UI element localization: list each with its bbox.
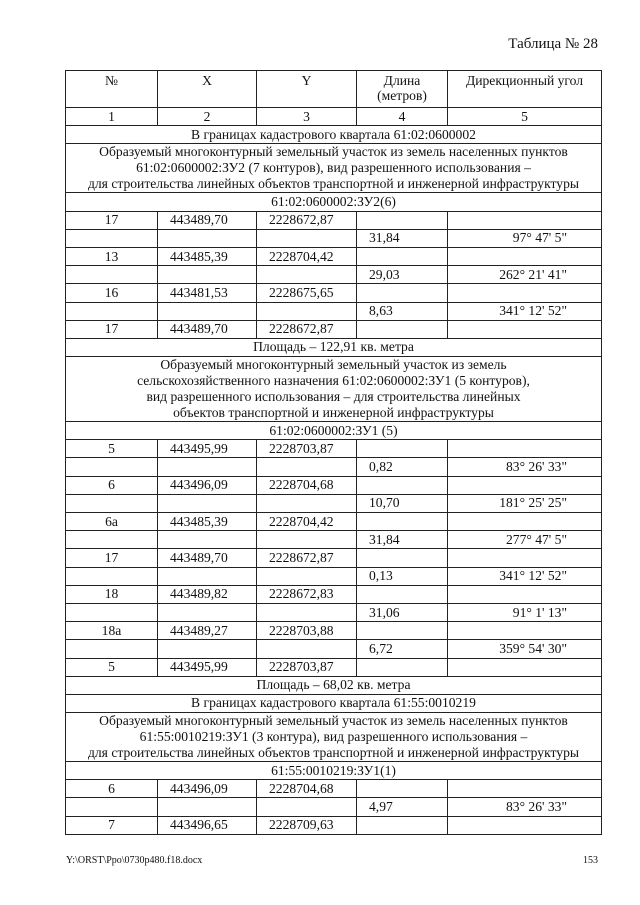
section-heading: 61:55:0010219:ЗУ1(1) xyxy=(66,762,602,780)
section-heading-row xyxy=(66,676,602,694)
empty-cell xyxy=(448,585,602,603)
segment-angle: 341° 12' 52" xyxy=(448,567,602,585)
point-number: 17 xyxy=(66,211,158,229)
empty-cell xyxy=(66,494,158,512)
segment-angle: 359° 54' 30" xyxy=(448,640,602,658)
empty-cell xyxy=(357,780,448,798)
point-x: 443485,39 xyxy=(158,513,257,531)
segment-row xyxy=(66,567,602,585)
point-y: 2228672,87 xyxy=(257,320,357,338)
column-number: 3 xyxy=(257,108,357,126)
empty-cell xyxy=(448,440,602,458)
empty-cell xyxy=(158,640,257,658)
empty-cell xyxy=(66,458,158,476)
empty-cell xyxy=(66,266,158,284)
point-row xyxy=(66,513,602,531)
point-y: 2228704,42 xyxy=(257,513,357,531)
section-heading-row xyxy=(66,713,602,762)
point-row xyxy=(66,780,602,798)
segment-length: 31,84 xyxy=(357,531,448,549)
point-row xyxy=(66,440,602,458)
point-number: 7 xyxy=(66,816,158,834)
point-row xyxy=(66,211,602,229)
coordinates-table xyxy=(65,70,602,835)
segment-length: 10,70 xyxy=(357,494,448,512)
segment-row xyxy=(66,603,602,621)
section-heading: В границах кадастрового квартала 61:55:0010219 xyxy=(66,694,602,712)
empty-cell xyxy=(66,531,158,549)
empty-cell xyxy=(66,567,158,585)
point-row xyxy=(66,320,602,338)
empty-cell xyxy=(357,816,448,834)
section-heading: Образуемый многоконтурный земельный участок из земель сельскохозяйственного назначения 61:02:0600002:ЗУ1 (5 контуров), вид разрешенного использования – для строительства линейных объектов транспортной и инженерной инфраструктуры xyxy=(66,357,602,422)
empty-cell xyxy=(448,320,602,338)
segment-angle: 341° 12' 52" xyxy=(448,302,602,320)
empty-cell xyxy=(158,229,257,247)
empty-cell xyxy=(357,513,448,531)
empty-cell xyxy=(448,622,602,640)
header-y: Y xyxy=(257,71,357,108)
column-number-row xyxy=(66,108,602,126)
point-y: 2228704,42 xyxy=(257,247,357,265)
point-number: 16 xyxy=(66,284,158,302)
point-x: 443496,09 xyxy=(158,780,257,798)
section-heading: Образуемый многоконтурный земельный участок из земель населенных пунктов 61:55:0010219:ЗУ1 (3 контура), вид разрешенного использования – для строительства линейных объектов транспортной и инженерной инфраструктуры xyxy=(66,713,602,762)
point-row xyxy=(66,549,602,567)
header-angle: Дирекционный угол xyxy=(448,71,602,108)
segment-length: 0,82 xyxy=(357,458,448,476)
segment-length: 4,97 xyxy=(357,798,448,816)
section-heading-row xyxy=(66,357,602,422)
empty-cell xyxy=(448,549,602,567)
point-x: 443481,53 xyxy=(158,284,257,302)
empty-cell xyxy=(448,780,602,798)
empty-cell xyxy=(257,229,357,247)
empty-cell xyxy=(257,603,357,621)
section-heading-row xyxy=(66,144,602,193)
empty-cell xyxy=(158,266,257,284)
point-y: 2228672,83 xyxy=(257,585,357,603)
header-number: № xyxy=(66,71,158,108)
point-x: 443495,99 xyxy=(158,440,257,458)
point-number: 17 xyxy=(66,320,158,338)
point-number: 6 xyxy=(66,780,158,798)
footer-file-path: Y:\ORST\Ppo\0730p480.f18.docx xyxy=(66,855,203,866)
column-number: 5 xyxy=(448,108,602,126)
section-heading: Образуемый многоконтурный земельный участок из земель населенных пунктов 61:02:0600002:ЗУ2 (7 контуров), вид разрешенного использования – для строительства линейных объектов транспортной и инженерной инфраструктуры xyxy=(66,144,602,193)
empty-cell xyxy=(257,494,357,512)
segment-length: 8,63 xyxy=(357,302,448,320)
header-row xyxy=(66,71,602,108)
empty-cell xyxy=(66,603,158,621)
point-x: 443485,39 xyxy=(158,247,257,265)
point-y: 2228672,87 xyxy=(257,549,357,567)
point-number: 5 xyxy=(66,440,158,458)
empty-cell xyxy=(448,247,602,265)
empty-cell xyxy=(158,567,257,585)
empty-cell xyxy=(357,211,448,229)
column-number: 4 xyxy=(357,108,448,126)
segment-length: 31,84 xyxy=(357,229,448,247)
empty-cell xyxy=(357,585,448,603)
point-number: 6 xyxy=(66,476,158,494)
empty-cell xyxy=(257,302,357,320)
segment-angle: 97° 47' 5" xyxy=(448,229,602,247)
empty-cell xyxy=(257,458,357,476)
empty-cell xyxy=(357,476,448,494)
empty-cell xyxy=(158,531,257,549)
segment-row xyxy=(66,302,602,320)
empty-cell xyxy=(357,622,448,640)
segment-row xyxy=(66,494,602,512)
point-row xyxy=(66,816,602,834)
point-row xyxy=(66,476,602,494)
header-x: X xyxy=(158,71,257,108)
empty-cell xyxy=(448,284,602,302)
point-row xyxy=(66,247,602,265)
point-row xyxy=(66,585,602,603)
point-number: 6а xyxy=(66,513,158,531)
empty-cell xyxy=(357,284,448,302)
section-heading: В границах кадастрового квартала 61:02:0600002 xyxy=(66,126,602,144)
empty-cell xyxy=(357,320,448,338)
segment-row xyxy=(66,531,602,549)
segment-length: 31,06 xyxy=(357,603,448,621)
point-x: 443489,70 xyxy=(158,320,257,338)
segment-length: 6,72 xyxy=(357,640,448,658)
empty-cell xyxy=(357,440,448,458)
section-heading-row xyxy=(66,422,602,440)
empty-cell xyxy=(66,229,158,247)
point-x: 443489,70 xyxy=(158,211,257,229)
empty-cell xyxy=(158,603,257,621)
point-row xyxy=(66,658,602,676)
point-x: 443496,09 xyxy=(158,476,257,494)
point-y: 2228704,68 xyxy=(257,476,357,494)
segment-row xyxy=(66,266,602,284)
empty-cell xyxy=(158,494,257,512)
point-row xyxy=(66,284,602,302)
segment-length: 0,13 xyxy=(357,567,448,585)
point-number: 18а xyxy=(66,622,158,640)
section-heading: Площадь – 68,02 кв. метра xyxy=(66,676,602,694)
empty-cell xyxy=(257,266,357,284)
column-number: 1 xyxy=(66,108,158,126)
point-y: 2228675,65 xyxy=(257,284,357,302)
empty-cell xyxy=(448,476,602,494)
point-number: 5 xyxy=(66,658,158,676)
empty-cell xyxy=(257,798,357,816)
segment-row xyxy=(66,458,602,476)
point-y: 2228703,88 xyxy=(257,622,357,640)
segment-angle: 181° 25' 25" xyxy=(448,494,602,512)
point-y: 2228709,63 xyxy=(257,816,357,834)
empty-cell xyxy=(257,567,357,585)
point-y: 2228703,87 xyxy=(257,658,357,676)
segment-angle: 262° 21' 41" xyxy=(448,266,602,284)
segment-angle: 277° 47' 5" xyxy=(448,531,602,549)
section-heading-row xyxy=(66,338,602,356)
empty-cell xyxy=(158,458,257,476)
table-title: Таблица № 28 xyxy=(508,36,598,52)
point-x: 443495,99 xyxy=(158,658,257,676)
empty-cell xyxy=(66,640,158,658)
section-heading-row xyxy=(66,193,602,211)
empty-cell xyxy=(158,798,257,816)
empty-cell xyxy=(357,549,448,567)
segment-row xyxy=(66,640,602,658)
empty-cell xyxy=(257,640,357,658)
point-x: 443489,27 xyxy=(158,622,257,640)
point-y: 2228704,68 xyxy=(257,780,357,798)
segment-angle: 91° 1' 13" xyxy=(448,603,602,621)
point-x: 443489,82 xyxy=(158,585,257,603)
section-heading-row xyxy=(66,126,602,144)
section-heading: 61:02:0600002:ЗУ1 (5) xyxy=(66,422,602,440)
footer-page-number: 153 xyxy=(583,855,598,866)
empty-cell xyxy=(66,302,158,320)
empty-cell xyxy=(158,302,257,320)
empty-cell xyxy=(448,816,602,834)
segment-row xyxy=(66,229,602,247)
segment-angle: 83° 26' 33" xyxy=(448,798,602,816)
segment-length: 29,03 xyxy=(357,266,448,284)
section-heading: Площадь – 122,91 кв. метра xyxy=(66,338,602,356)
empty-cell xyxy=(448,513,602,531)
column-number: 2 xyxy=(158,108,257,126)
point-y: 2228672,87 xyxy=(257,211,357,229)
empty-cell xyxy=(448,658,602,676)
point-number: 17 xyxy=(66,549,158,567)
header-length: Длина (метров) xyxy=(357,71,448,108)
section-heading-row xyxy=(66,762,602,780)
point-x: 443489,70 xyxy=(158,549,257,567)
point-row xyxy=(66,622,602,640)
empty-cell xyxy=(448,211,602,229)
section-heading-row xyxy=(66,694,602,712)
section-heading: 61:02:0600002:ЗУ2(6) xyxy=(66,193,602,211)
empty-cell xyxy=(257,531,357,549)
point-x: 443496,65 xyxy=(158,816,257,834)
point-number: 18 xyxy=(66,585,158,603)
point-number: 13 xyxy=(66,247,158,265)
empty-cell xyxy=(357,658,448,676)
empty-cell xyxy=(66,798,158,816)
segment-row xyxy=(66,798,602,816)
point-y: 2228703,87 xyxy=(257,440,357,458)
segment-angle: 83° 26' 33" xyxy=(448,458,602,476)
empty-cell xyxy=(357,247,448,265)
